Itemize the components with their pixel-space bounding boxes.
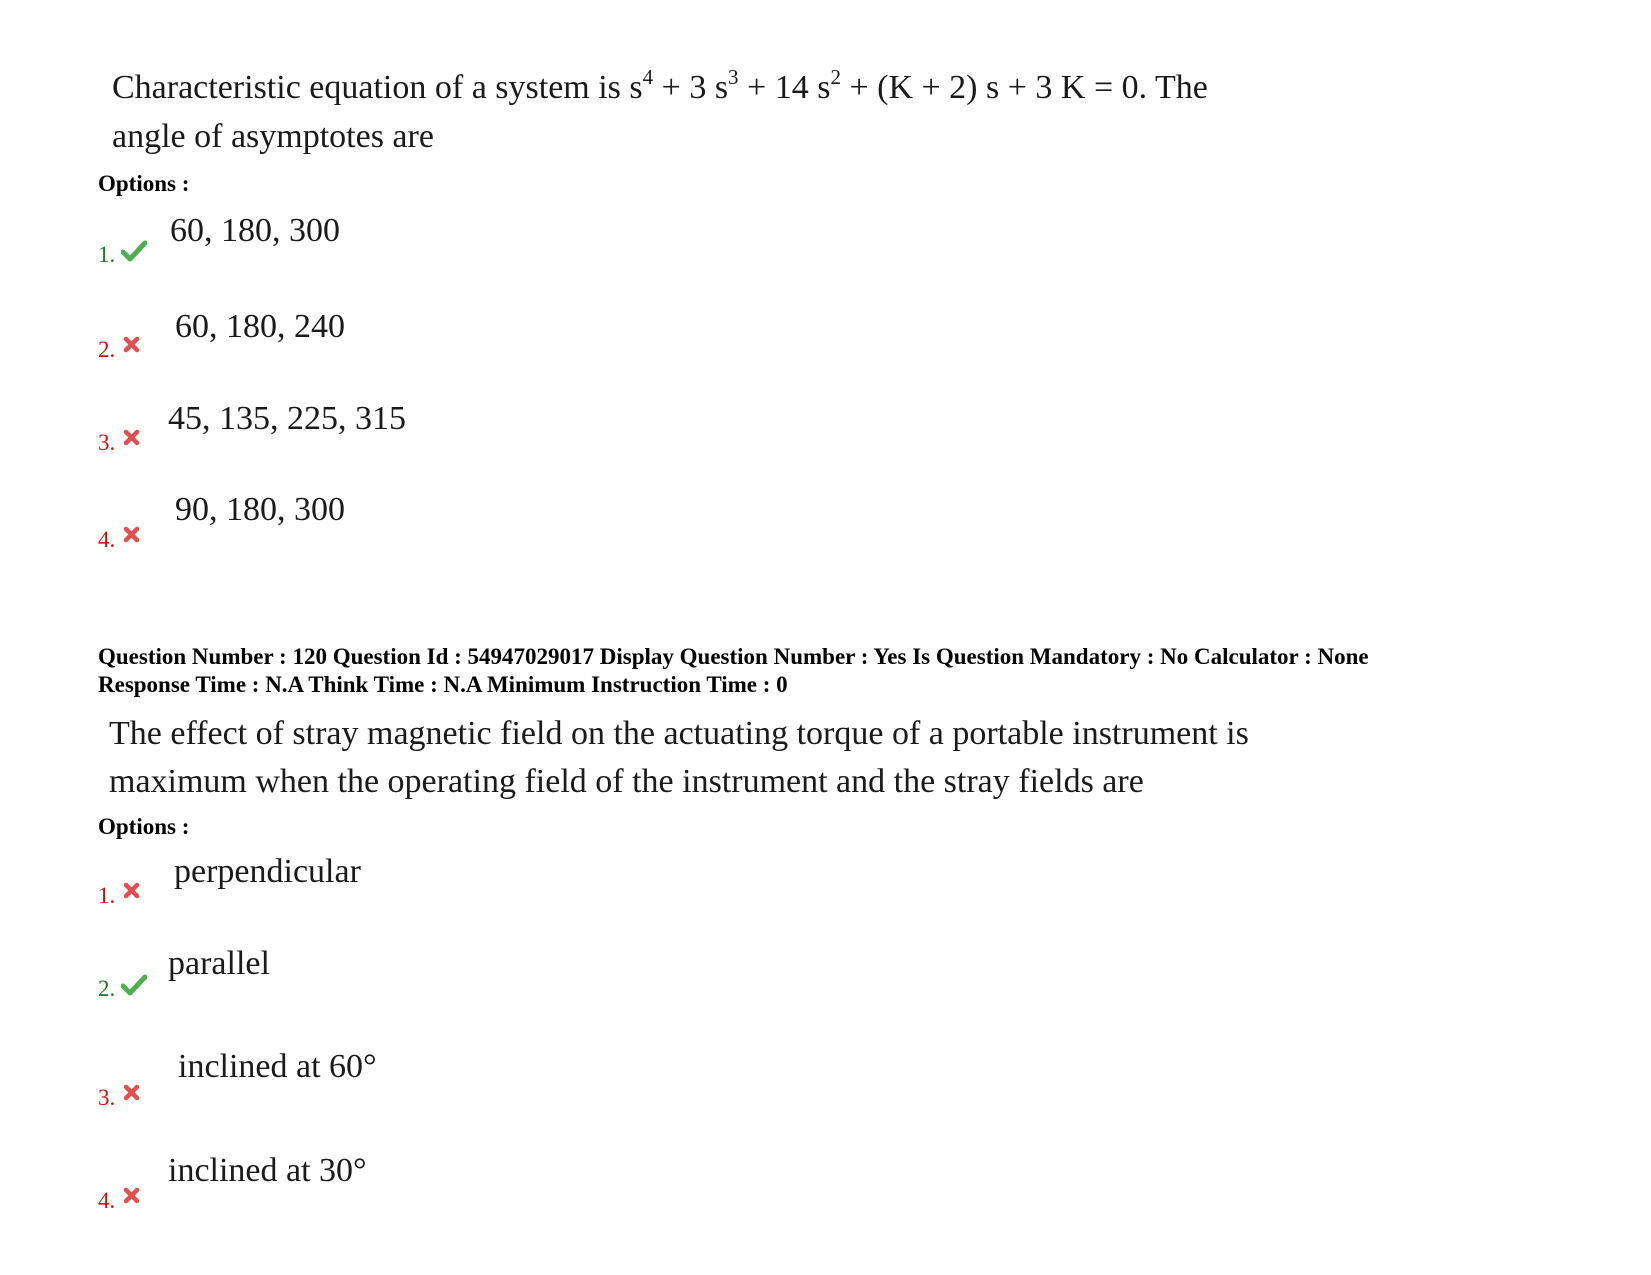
- question-text-line-2: maximum when the operating field of the instrument and the stray fields are: [109, 763, 1144, 800]
- option-number: 1.: [98, 883, 116, 908]
- options-label: Options :: [98, 814, 190, 839]
- question-text-line-1: Characteristic equation of a system is $s^4 + 3$ $s^3 + 14$ $s^2 + (K + 2) s + 3$ K = 0. The: [112, 65, 1208, 106]
- check-icon: [121, 974, 147, 996]
- option-text: parallel: [168, 945, 270, 982]
- option-text: inclined at 30°: [168, 1152, 367, 1189]
- option-number: 1.: [98, 242, 116, 267]
- option-number: 4.: [98, 1188, 116, 1213]
- check-icon: [121, 240, 147, 262]
- option-number: 2.: [98, 976, 116, 1001]
- question-text-line-1: The effect of stray magnetic field on the actuating torque of a portable instrument is: [109, 715, 1249, 752]
- option-text: 60, 180, 240: [175, 308, 345, 345]
- question-meta-line-1: Question Number : 120 Question Id : 54947029017 Display Question Number : Yes Is Question Mandatory : No Calculator : None: [98, 644, 1369, 669]
- question-meta-line-2: Response Time : N.A Think Time : N.A Minimum Instruction Time : 0: [98, 672, 788, 697]
- question-120-meta: [98, 643, 1369, 699]
- option-text: perpendicular: [174, 853, 361, 890]
- options-label: Options :: [98, 171, 190, 196]
- cross-icon: [121, 1083, 147, 1105]
- cross-icon: [121, 525, 147, 547]
- question-120-text: [109, 710, 1249, 806]
- cross-icon: [121, 1186, 147, 1208]
- option-number: 4.: [98, 527, 116, 552]
- option-text: 45, 135, 225, 315: [168, 400, 406, 437]
- option-text: 60, 180, 300: [170, 212, 340, 249]
- option-number: 3.: [98, 430, 116, 455]
- option-text: inclined at 60°: [178, 1048, 377, 1085]
- cross-icon: [121, 335, 147, 357]
- cross-icon: [121, 428, 147, 450]
- option-number: 3.: [98, 1085, 116, 1110]
- option-number: 2.: [98, 337, 116, 362]
- cross-icon: [121, 881, 147, 903]
- question-text-line-2: angle of asymptotes are: [112, 118, 434, 155]
- question-119-text: [112, 63, 1208, 161]
- option-text: 90, 180, 300: [175, 491, 345, 528]
